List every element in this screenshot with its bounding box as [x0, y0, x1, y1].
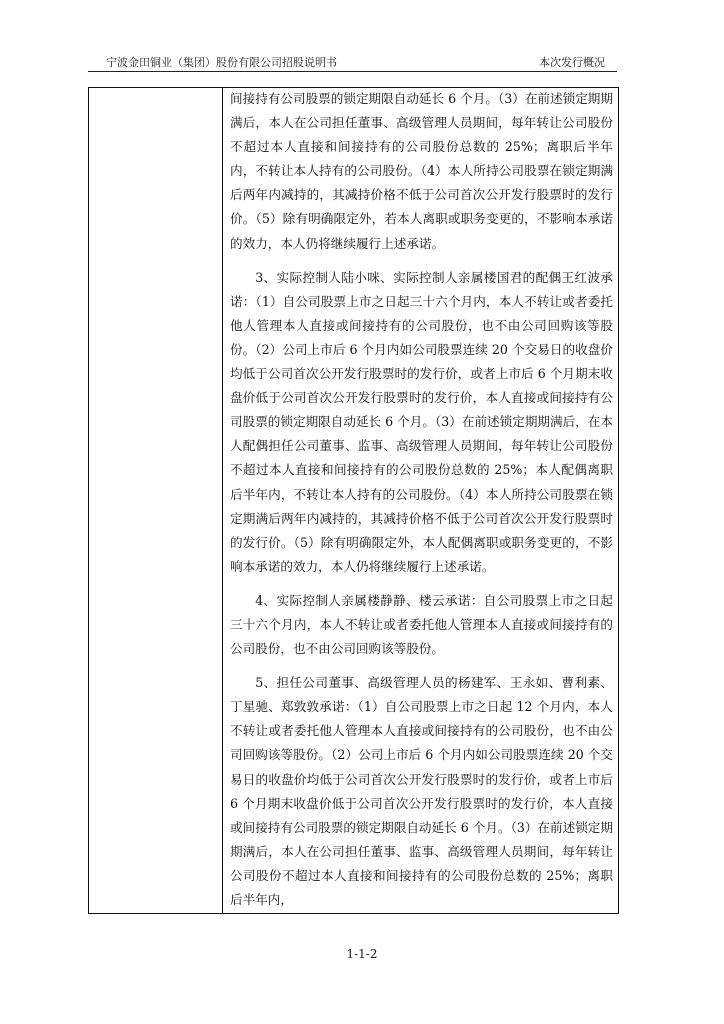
document-title: 宁波金田铜业（集团）股份有限公司招股说明书	[106, 56, 337, 69]
paragraph-continuation: 间接持有公司股票的锁定期限自动延长 6 个月。（3）在前述锁定期期满后，本人在公司担任董事、高级管理人员期间，每年转让公司股份不超过本人直接和间接持有的公司股份总数的 25%；离职后半年内，不转让本人持有的公司股份。（4）本人所持公司股票在锁定期满后两年内减持的，其减持价格不低于公司首次公开发行股票时的发行价。（5）除有明确限定外，若本人离职或职务变更的，不影响本承诺的效力，本人仍将继续履行上述承诺。	[230, 91, 613, 251]
paragraph-commitment-3: 3、实际控制人陆小咪、实际控制人亲属楼国君的配偶王红波承诺：（1）自公司股票上市之日起三十六个月内，本人不转让或者委托他人管理本人直接或间接持有的公司股份，也不由公司回购该等股份。（2）公司上市后 6 个月内如公司股票连续 20 个交易日的收盘价均低于公司首次公开发行股票时的发行价，或者上市后 6 个月期末收盘价低于公司首次公开发行股票时的发行价，本人直接或间接持有公司股票的锁定期限自动延长 6 个月。（3）在前述锁定期期满后，在本人配偶担任公司董事、监事、高级管理人员期间，每年转让公司股份不超过本人直接和间接持有的公司股份总数的 25%；本人配偶离职后半年内，不转让本人持有的公司股份。（4）本人所持公司股票在锁定期满后两年内减持的，其减持价格不低于公司首次公开发行股票时的发行价。（5）除有明确限定外，本人配偶离职或职务变更的，不影响本承诺的效力，本人仍将继续履行上述承诺。	[230, 269, 613, 574]
paragraph-commitment-5: 5、担任公司董事、高级管理人员的杨建军、王永如、曹利素、丁星驰、郑敦敦承诺：（1）自公司股票上市之日起 12 个月内，本人不转让或者委托他人管理本人直接或间接持有的公司股份，也不由公司回购该等股份。（2）公司上市后 6 个月内如公司股票连续 20 个交易日的收盘价均低于公司首次公开发行股票时的发行价，或者上市后 6 个月期末收盘价低于公司首次公开发行股票时的发行价，本人直接或间接持有公司股票的锁定期限自动延长 6 个月。（3）在前述锁定期期满后，本人在公司担任董事、监事、高级管理人员期间，每年转让公司股份不超过本人直接和间接持有的公司股份总数的 25%；离职后半年内，	[230, 675, 613, 907]
page-number: 1-1-2	[346, 947, 378, 961]
running-header	[88, 50, 617, 72]
table-content-cell	[230, 87, 613, 912]
section-title: 本次发行概况	[539, 56, 605, 69]
header-rule	[88, 71, 617, 72]
paragraph-commitment-4: 4、实际控制人亲属楼静静、楼云承诺：自公司股票上市之日起三十六个月内，本人不转让或者委托他人管理本人直接或间接持有的公司股份，也不由公司回购该等股份。	[230, 592, 613, 657]
table-column-divider	[222, 88, 223, 913]
